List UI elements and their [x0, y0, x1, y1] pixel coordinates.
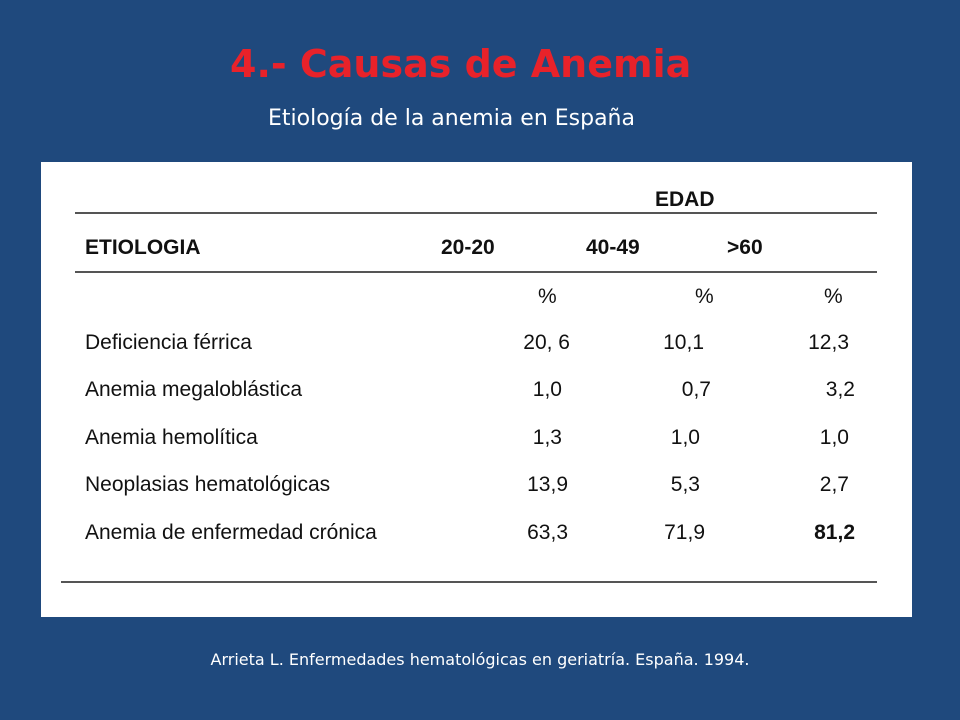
cell-value: 5,3	[670, 473, 700, 496]
unit-col-2: %	[695, 285, 714, 308]
row-label: Neoplasias hematológicas	[85, 473, 331, 496]
row-label: Deficiencia férrica	[85, 331, 252, 354]
age-group-3: >60	[727, 236, 763, 259]
citation: Arrieta L. Enfermedades hematológicas en geriatría. España. 1994.	[210, 650, 750, 669]
table-rule-top	[75, 212, 877, 214]
cell-value: 10,1	[663, 331, 704, 354]
cell-value: 20, 6	[523, 331, 570, 354]
cell-value: 0,7	[681, 378, 711, 401]
etiologia-header: ETIOLOGIA	[85, 236, 201, 259]
table-panel	[41, 162, 912, 617]
age-group-1: 20-20	[441, 236, 495, 259]
table-rule-header	[75, 271, 877, 273]
cell-value: 1,0	[819, 426, 849, 449]
cell-value: 12,3	[808, 331, 849, 354]
row-label: Anemia hemolítica	[85, 426, 258, 449]
cell-value: 1,0	[532, 378, 562, 401]
row-label: Anemia megaloblástica	[85, 378, 303, 401]
cell-value: 13,9	[527, 473, 568, 496]
cell-value: 2,7	[819, 473, 849, 496]
cell-value: 1,0	[670, 426, 700, 449]
age-group-2: 40-49	[586, 236, 640, 259]
slide-subtitle: Etiología de la anemia en España	[268, 106, 635, 131]
unit-col-1: %	[538, 285, 557, 308]
cell-value: 63,3	[527, 521, 568, 544]
table-rule-bottom	[61, 581, 877, 583]
unit-col-3: %	[824, 285, 843, 308]
cell-value-highlight: 81,2	[814, 521, 855, 544]
cell-value: 1,3	[532, 426, 562, 449]
slide-title: 4.- Causas de Anemia	[230, 42, 692, 86]
edad-header: EDAD	[655, 188, 715, 211]
cell-value: 3,2	[825, 378, 855, 401]
cell-value: 71,9	[664, 521, 705, 544]
row-label: Anemia de enfermedad crónica	[85, 521, 377, 544]
